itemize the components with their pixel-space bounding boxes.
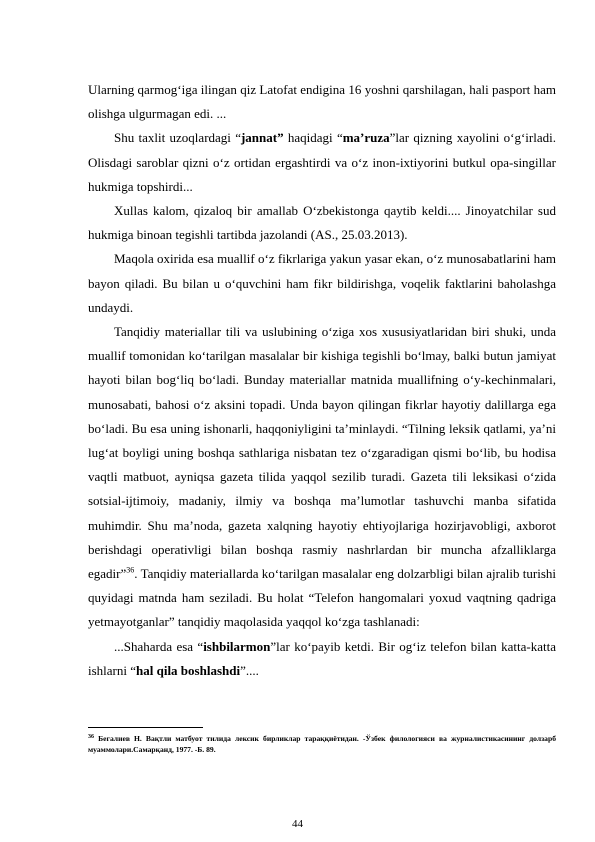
paragraph [88, 635, 556, 683]
paragraph [88, 247, 556, 320]
paragraph-text: ”lar ko‘payib ketdi. Bir og‘iz telefon bilan katta-katta ishlarni “ [88, 638, 556, 678]
paragraph-text: ...Shaharda esa “ [114, 638, 204, 654]
paragraph [88, 199, 556, 247]
emphasis-text: ma’ruza [342, 130, 390, 146]
paragraph-text: haqidagi “ [283, 130, 343, 146]
paragraph-text: Maqola oxirida esa muallif o‘z fikrlariga yakun yasar ekan, o‘z munosabatlarini ham bayon qiladi. Bu bilan u o‘quvchini ham fikr bildirishga, voqelik faktlarini baholashga undaydi. [88, 251, 556, 315]
paragraph-text: Ularning qarmog‘iga ilingan qiz Latofat endigina 16 yoshni qarshilagan, hali pasport ham olishga ulgurmagan edi. ... [88, 82, 556, 122]
emphasis-text: hal qila boshlashdi [136, 662, 241, 678]
paragraph [88, 320, 556, 635]
page-number: 44 [292, 818, 303, 830]
body-text [88, 78, 556, 683]
paragraph-text: ”lar qizning xayolini o‘g‘irladi. Olisdagi saroblar qizni o‘z ortidan ergashtirdi va o‘z inon-ixtiyorini butkul opa-singillar hukmiga topshirdi... [88, 130, 556, 194]
footnote-number: 36 [88, 734, 94, 740]
footnote-text: Бегалиев Н. Вақтли матбуот тилида лексик бирликлар тараққиётидан. -Ўзбек филологияси ва журналистикасининг долзарб муаммолари.Самарқанд, 1977. -Б. 89. [88, 734, 556, 754]
paragraph [88, 78, 556, 126]
paragraph-text: Xullas kalom, qizaloq bir amallab O‘zbekistonga qaytib keldi.... Jinoyatchilar sud hukmiga binoan tegishli tartibda jazolandi (AS., 25.03.2013). [88, 203, 556, 243]
paragraph-text: Tanqidiy materiallar tili va uslubining o‘ziga xos xususiyatlaridan biri shuki, unda muallif tomonidan ko‘tarilgan masalalar bir kishiga tegishli bo‘lmay, balki butun jamiyat hayoti bilan bog‘liq bo‘ladi. Bunday materiallar matnida muallifning o‘y-kechinmalari, munosabati, bahosi o‘z aksini topadi. Unda bayon qilingan fikrlar hayotiy dalillarga ega bo‘ladi. Bu esa uning ishonarli, haqqoniyligini ta’minlaydi. “Tilning leksik qatlami, ya’ni lug‘at boyligi uning boshqa sathlariga nisbatan tez o‘zgaradigan qismi bo‘lib, bu hodisa vaqtli matbuot, ayniqsa gazeta tilida yaqqol sezilib turadi. Gazeta tili leksikasi o‘zida sotsial-ijtimoiy, madaniy, ilmiy va boshqa ma’lumotlar tashuvchi manba sifatida muhimdir. Shu ma’noda, gazeta xalqning hayotiy ehtiyojlariga hozirjavobligi, axborot berishdagi operativligi bilan boshqa rasmiy nashrlardan bir muncha afzalliklarga egadir” [88, 324, 556, 582]
footnote-divider [88, 727, 203, 728]
paragraph [88, 126, 556, 199]
footnote [88, 733, 556, 755]
paragraph-text: Shu taxlit uzoqlardagi “ [114, 130, 241, 146]
footnote-ref: 36 [126, 565, 135, 575]
paragraph-text: . Tanqidiy materiallarda ko‘tarilgan masalalar eng dolzarbligi bilan ajralib turishi quyidagi matnda ham seziladi. Bu holat “Telefon hangomalari yoxud vaqtning qadriga yetmayotganlar” tanqidiy maqolasida yaqqol ko‘zga tashlanadi: [88, 566, 556, 630]
emphasis-text: jannat” [240, 130, 284, 146]
emphasis-text: ishbilarmon [203, 638, 271, 654]
paragraph-text: ”.... [240, 662, 259, 678]
